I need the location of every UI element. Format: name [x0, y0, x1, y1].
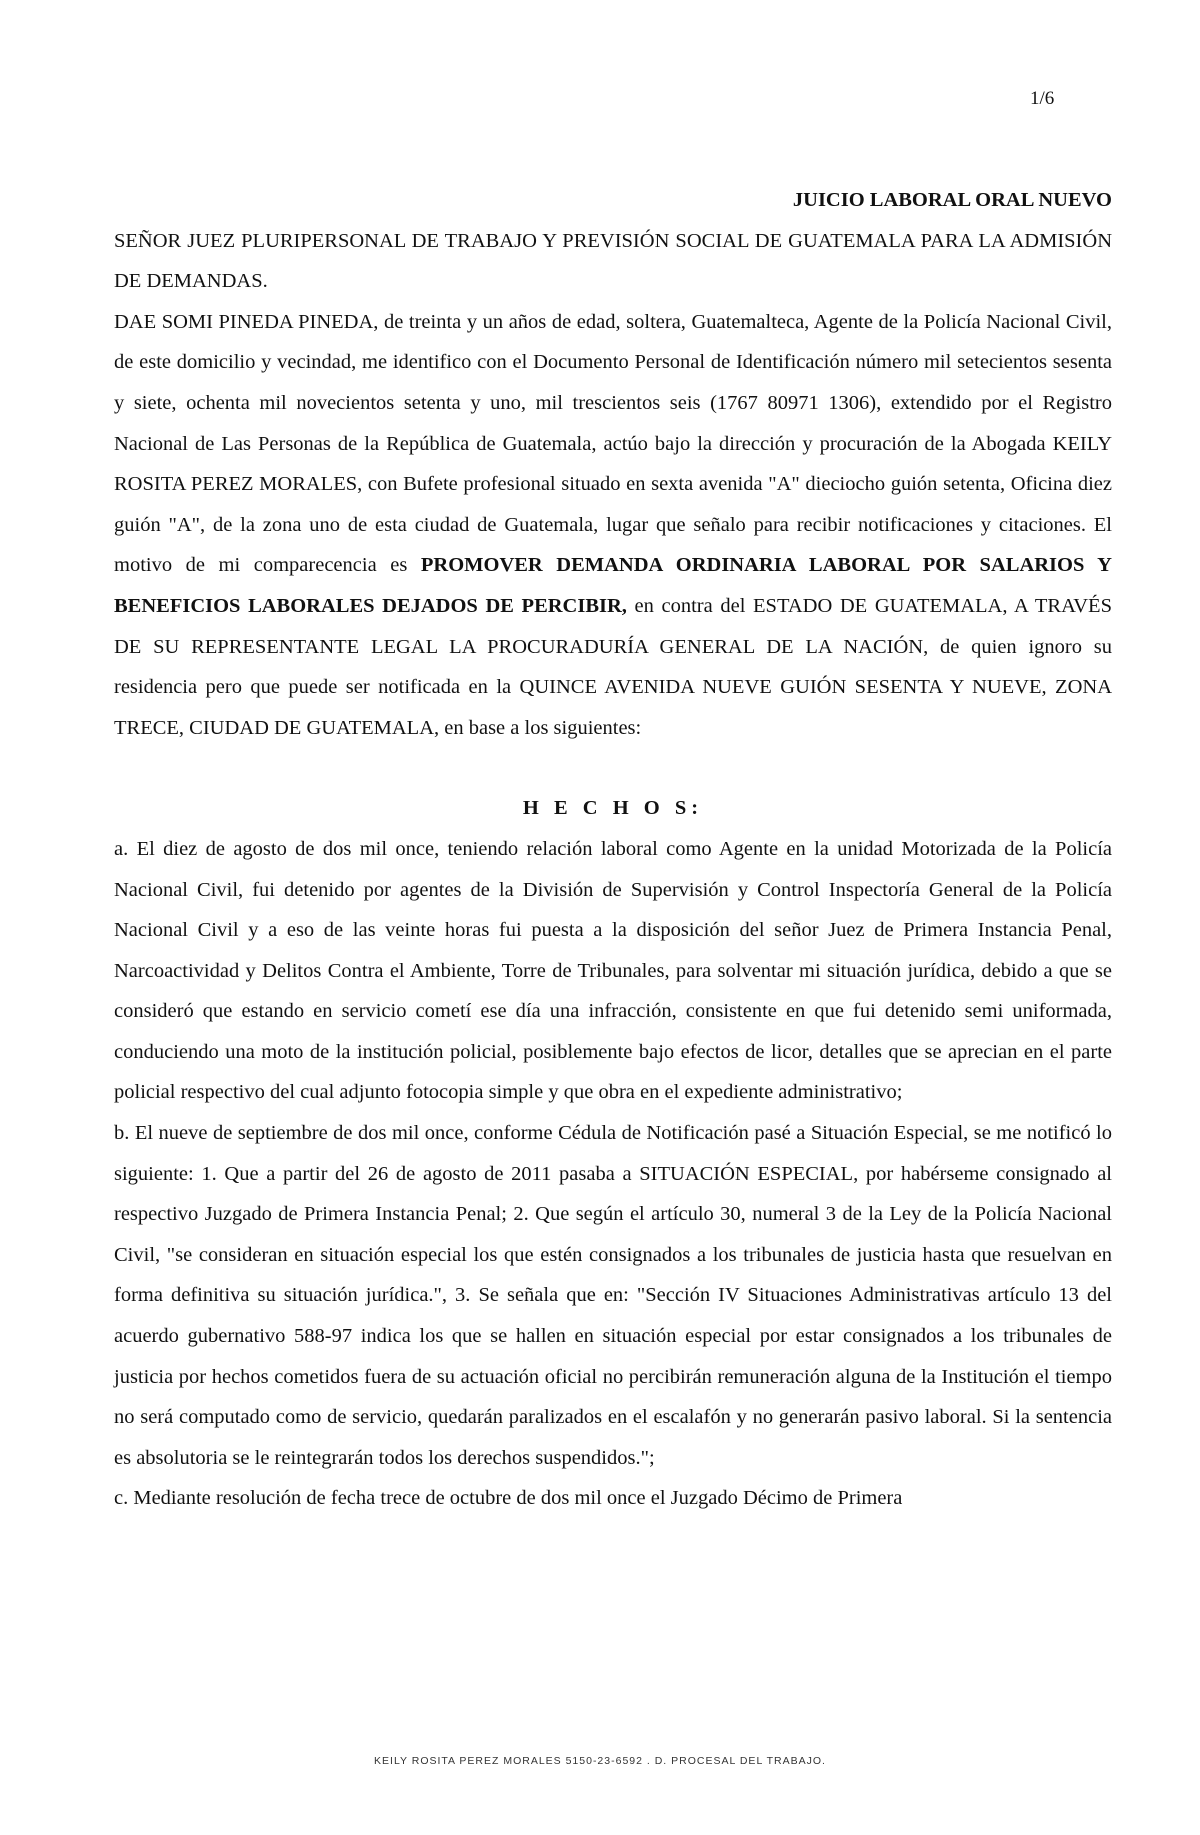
intro-text-part1: DAE SOMI PINEDA PINEDA, de treinta y un años de edad, soltera, Guatemalteca, Agente de la Policía Nacional Civil, de este domicilio y vecindad, me identifico con el Documento Personal de Identificación número mil setecientos sesenta y siete, ochenta mil novecientos setenta y uno, mil trescientos seis (1767 80971 1306), extendido por el Registro Nacional de Las Personas de la República de Guatemala, actúo bajo la dirección y procuración de la Abogada KEILY ROSITA PEREZ MORALES, con Bufete profesional situado en sexta avenida "A" dieciocho guión setenta, Oficina diez guión "A", de la zona uno de esta ciudad de Guatemala, lugar que señalo para recibir notificaciones y citaciones. El motivo de mi comparecencia es — [114, 310, 1112, 577]
fact-c: c. Mediante resolución de fecha trece de octubre de dos mil once el Juzgado Décimo de Primera — [114, 1487, 903, 1510]
intro-claim-bold: PROMOVER DEMANDA ORDINARIA LABORAL POR SALARIOS Y BENEFICIOS LABORALES DEJADOS DE PERCIBIR, — [114, 554, 1112, 617]
fact-b: b. El nueve de septiembre de dos mil once, conforme Cédula de Notificación pasé a Situación Especial, se me notificó lo siguiente: 1. Que a partir del 26 de agosto de 2011 pasaba a SITUACIÓN ESPECIAL, por habérseme consignado al respectivo Juzgado de Primera Instancia Penal; 2. Que según el artículo 30, numeral 3 de la Ley de la Policía Nacional Civil, "se consideran en situación especial los que estén consignados a los tribunales de justicia hasta que resuelvan en forma definitiva su situación jurídica.", 3. Se señala que en: "Sección IV Situaciones Administrativas artículo 13 del acuerdo gubernativo 588-97 indica los que se hallen en situación especial por estar consignados a los tribunales de justicia por hechos cometidos fuera de su actuación oficial no percibirán remuneración alguna de la Institución el tiempo no será computado como de servicio, quedarán paralizados en el escalafón y no generarán pasivo laboral. Si la sentencia es absolutoria se le reintegrarán todos los derechos suspendidos."; — [114, 1122, 1112, 1469]
document-body — [114, 180, 1112, 1519]
fact-a: a. El diez de agosto de dos mil once, teniendo relación laboral como Agente en la unidad Motorizada de la Policía Nacional Civil, fui detenido por agentes de la División de Supervisión y Control Inspectoría General de la Policía Nacional Civil y a eso de las veinte horas fui puesta a la disposición del señor Juez de Primera Instancia Penal, Narcoactividad y Delitos Contra el Ambiente, Torre de Tribunales, para solventar mi situación jurídica, debido a que se consideró que estando en servicio cometí ese día una infracción, consistente en que fui detenido semi uniformada, conduciendo una moto de la institución policial, posiblemente bajo efectos de licor, detalles que se aprecian en el parte policial respectivo del cual adjunto fotocopia simple y que obra en el expediente administrativo; — [114, 837, 1112, 1104]
intro-paragraph — [114, 302, 1112, 749]
document-title: JUICIO LABORAL ORAL NUEVO — [792, 189, 1112, 211]
page-number: 1/6 — [1030, 88, 1055, 109]
addressee: SEÑOR JUEZ PLURIPERSONAL DE TRABAJO Y PREVISIÓN SOCIAL DE GUATEMALA PARA LA ADMISIÓN DE DEMANDAS. — [114, 229, 1112, 293]
section-title-hechos: H E C H O S: — [522, 797, 704, 820]
page-footer: KEILY ROSITA PEREZ MORALES 5150-23-6592 . D. PROCESAL DEL TRABAJO. — [374, 1755, 826, 1767]
intro-text-part2: en contra del ESTADO DE GUATEMALA, A TRAVÉS DE SU REPRESENTANTE LEGAL LA PROCURADURÍA GENERAL DE LA NACIÓN, de quien ignoro su residencia pero que puede ser notificada en la QUINCE AVENIDA NUEVE GUIÓN SESENTA Y NUEVE, ZONA TRECE, CIUDAD DE GUATEMALA, en base a los siguientes: — [114, 594, 1112, 739]
